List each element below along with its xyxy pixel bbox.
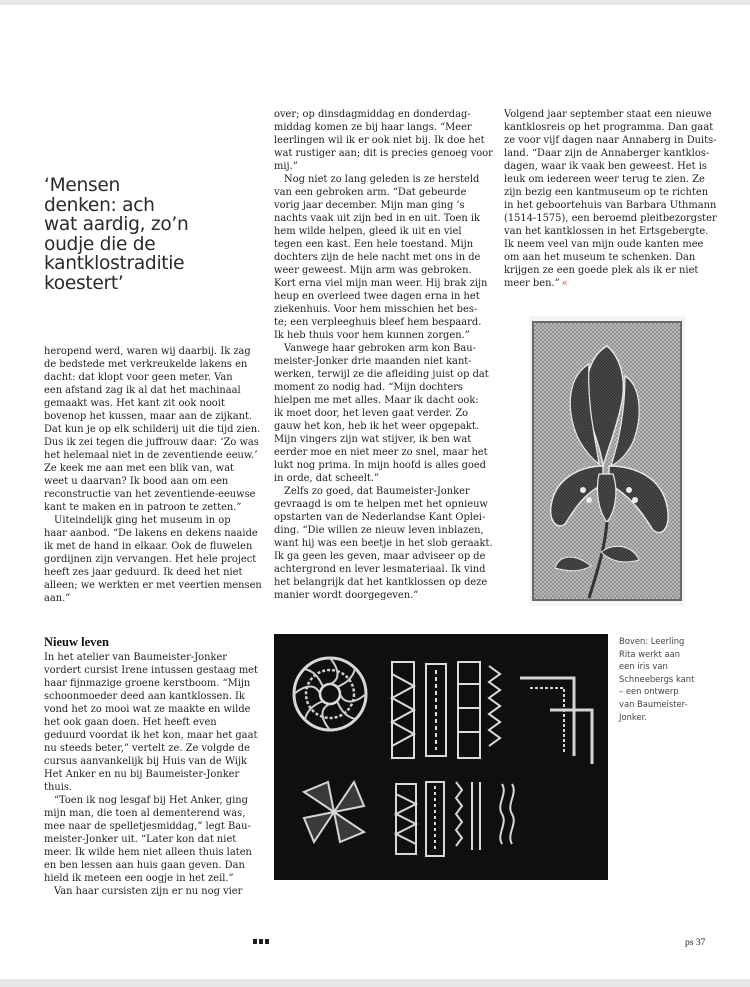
body-text-line: vond het zo mooi wat ze maakte en wilde [44,704,251,715]
pull-quote [44,176,259,293]
body-text-line: gemaakt was. Het kant zit ook nooit [44,398,225,409]
body-text-line: het ook gaan doen. Het heeft even [44,717,217,728]
body-text-line: leuk om iedereen weer terug te zien. Ze [504,174,705,185]
body-text-line: ik met de hand in elkaar. Ook de fluwelen [44,541,253,552]
body-text-line: weer geweest. Mijn arm was gebroken. [274,265,472,276]
body-text-line: Uiteindelijk ging het museum in op [54,515,231,526]
column-1-bottom-text [44,651,262,898]
body-text-line: geduurd voordat ik het kon, maar het gaat [44,730,258,741]
pull-quote-line: kantklostraditie [44,253,185,274]
body-text-line: en ben lessen aan huis gaan geven. Dan [44,860,245,871]
bottom-border [0,979,750,987]
body-text-line: vorig jaar december. Mijn man ging ’s [274,200,465,211]
body-text-line: lukt nog prima. In mijn hoofd is alles goed [274,460,487,471]
body-text-line: mij.” [274,161,298,172]
photo-caption [619,635,719,723]
body-text-line: Van haar cursisten zijn er nu nog vier [54,886,243,897]
column-1-bottom [44,635,262,898]
body-text-line: bovenop het kussen, maar aan de zijkant. [44,411,253,422]
body-text-line: aan.” [44,593,71,604]
caption-line: van Baumeister- [619,698,688,709]
body-text-line: mee naar de spelletjesmiddag,” legt Bau- [44,821,251,832]
body-text-line: gordijnen zijn vervangen. Het hele project [44,554,257,565]
body-text-line: Mijn vingers zijn wat stijver, ik ben wat [274,434,472,445]
body-text-line: ik moet door, het leven gaat verder. Zo [274,408,469,419]
body-text-line: Vanwege haar gebroken arm kon Bau- [284,343,476,354]
pull-quote-line: denken: ach [44,194,155,216]
column-3 [504,108,717,290]
body-text-line: Ik ga geen les geven, maar adviseer op de [274,551,486,562]
body-text-line: in het geboortehuis van Barbara Uthmann [504,200,717,211]
last-line-text: meer ben.” [504,278,560,289]
section-subheading: Nieuw leven [44,635,109,649]
body-text-line: hield ik meteen een oogje in het zeil.” [44,873,234,884]
body-text-line: het helemaal niet in de zeventiende eeuw.’ [44,450,258,461]
body-text-line: van het kantklossen in het Ertsgebergte. [504,226,709,237]
body-text-line: alleen; we werkten er met veertien mensen [44,580,262,591]
body-text-line: opstarten van de Nederlandse Kant Oplei- [274,512,486,523]
body-text-line: te; een verpleeghuis bleef hem bespaard. [274,317,482,328]
body-text-line: van een gebroken arm. “Dat gebeurde [274,187,467,198]
body-text-line: eerder moe en niet meer zo snel, maar het [274,447,488,458]
caption-line: Jonker. [619,711,647,722]
body-text-line: reconstructie van het zeventiende-eeuwse [44,489,256,500]
pull-quote-line: koestert’ [44,272,124,294]
body-text-line: (1514-1575), een beroemd pleitbezorgster [504,213,717,224]
body-text-line: want hij was een beetje in het slob geraakt. [274,538,493,549]
iris-lace-illustration [529,316,685,606]
column-1-top [44,345,262,605]
footer-ornament-icon [253,938,269,946]
body-text-line: nachts vaak uit zijn bed in en uit. Toen ik [274,213,480,224]
body-text-line: ziekenhuis. Voor hem misschien het bes- [274,304,478,315]
body-text-line: meer. Ik wilde hem niet alleen thuis laten [44,847,252,858]
body-text-line: Nog niet zo lang geleden is ze hersteld [284,174,480,185]
body-text-line: een afstand zag ik al dat het machinaal [44,385,241,396]
body-text-line: manier wordt doorgegeven.” [274,590,419,601]
body-text-line: meister-Jonker uit. “Later kon dat niet [44,834,237,845]
end-mark: « [561,278,568,289]
body-text-line: dagen, waar ik vaak ben geweest. Het is [504,161,707,172]
caption-line: Schneebergs kant [619,673,695,684]
body-text-line: achtergrond en lever lesmateriaal. Ik vind [274,564,486,575]
pull-quote-line: ‘Mensen [44,175,120,196]
body-text-line: haar fijnmazige groene kerstboom. “Mijn [44,678,251,689]
body-text-line: de bedstede met verkreukelde lakens en [44,359,248,370]
body-text-line: het belangrijk dat het kantklossen op deze [274,577,488,588]
body-text-line: nu steeds beter,” vertelt ze. Ze volgde de [44,743,250,754]
body-text-line: schoonmoeder deed aan kantklossen. Ik [44,691,245,702]
body-text-line: over; op dinsdagmiddag en donderdag- [274,109,471,120]
column-3-text [504,108,717,277]
body-text-line: dochters zijn de hele nacht met ons in de [274,252,481,263]
body-text-line: vordert cursist Irene intussen gestaag met [44,665,258,676]
body-text-line: hielpen me met alles. Maar ik dacht ook: [274,395,479,406]
caption-line: een iris van [619,661,668,672]
body-text-line: Dat kun je op elk schilderij uit die tijd zien. [44,424,261,435]
body-text-line: Ze keek me aan met een blik van, wat [44,463,234,474]
body-text-line: ding. “Die willen ze nieuw leven inblazen, [274,525,484,536]
column-2 [274,108,493,602]
pull-quote-line: wat aardig, zo’n [44,214,189,235]
body-text-line: kant te maken en in patroon te zetten.” [44,502,242,513]
body-text-line: meister-Jonker drie maanden niet kant- [274,356,472,367]
body-text-line: Zelfs zo goed, dat Baumeister-Jonker [284,486,470,497]
body-text-line: kantklosreis op het programma. Dan gaat [504,122,714,133]
body-text-line: werken, terwijl ze die afleiding juist op dat [274,369,489,380]
top-border [0,0,750,5]
body-text-line: Kort erna viel mijn man weer. Hij brak zijn [274,278,488,289]
body-text-line: middag komen ze bij haar langs. “Meer [274,122,472,133]
body-text-line: zijn bezig een kantmuseum op te richten [504,187,709,198]
body-text-line: In het atelier van Baumeister-Jonker [44,652,228,663]
lace-samples-photo [274,634,608,880]
body-text-line: Volgend jaar september staat een nieuwe [504,109,712,120]
body-text-line: in orde, dat scheelt.” [274,473,380,484]
body-text-line: om aan het museum te schenken. Dan [504,252,696,263]
pull-quote-line: oudje die de [44,233,156,255]
body-text-line: mijn man, die toen al dementerend was, [44,808,246,819]
lace-samples-illustration [274,634,608,880]
body-text-line: Het Anker en nu bij Baumeister-Jonker [44,769,240,780]
body-text-line: Ik heb thuis voor hem kunnen zorgen.” [274,330,470,341]
body-text-line: gevraagd is om te helpen met het opnieuw [274,499,488,510]
page-number: ps 37 [685,938,706,948]
body-text-line: dacht: dat klopt voor geen meter. Van [44,372,233,383]
body-text-line: heeft zes jaar geduurd. Ik deed het niet [44,567,243,578]
body-text-line: heropend werd, waren wij daarbij. Ik zag [44,346,251,357]
caption-line: – een ontwerp [619,686,679,697]
caption-line: Rita werkt aan [619,648,681,659]
body-text-line: weet u daarvan? Ik bood aan om een [44,476,229,487]
body-text-line: krijgen ze een goede plek als ik er niet [504,265,699,276]
body-text-line: wat rustiger aan; dit is precies genoeg voor [274,148,493,159]
body-text-line: gauw het kon, heb ik het weer opgepakt. [274,421,480,432]
body-text-line: hem wilde helpen, gleed ik uit en viel [274,226,462,237]
body-text-line: Ik neem veel van mijn oude kanten mee [504,239,704,250]
body-text-line: haar aanbod. “De lakens en dekens naaide [44,528,258,539]
body-text-line: Dus ik zei tegen die juffrouw daar: ‘Zo was [44,437,259,448]
body-text-line: moment zo nodig had. “Mijn dochters [274,382,463,393]
body-text-line: “Toen ik nog lesgaf bij Het Anker, ging [54,795,248,806]
body-text-line: cursus aanvankelijk bij Huis van de Wijk [44,756,248,767]
body-text-line: thuis. [44,782,73,793]
body-text-line: leerlingen wil ik er ook niet bij. Ik doe het [274,135,485,146]
body-text-line: land. “Daar zijn de Annaberger kantklos- [504,148,710,159]
column-3-last-line [504,277,714,290]
body-text-line: heup en overleed twee dagen erna in het [274,291,480,302]
body-text-line: tegen een kast. Een hele toestand. Mijn [274,239,474,250]
caption-line: Boven: Leerling [619,636,685,646]
body-text-line: ze voor vijf dagen naar Annaberg in Duits- [504,135,717,146]
iris-lace-photo [529,316,685,606]
